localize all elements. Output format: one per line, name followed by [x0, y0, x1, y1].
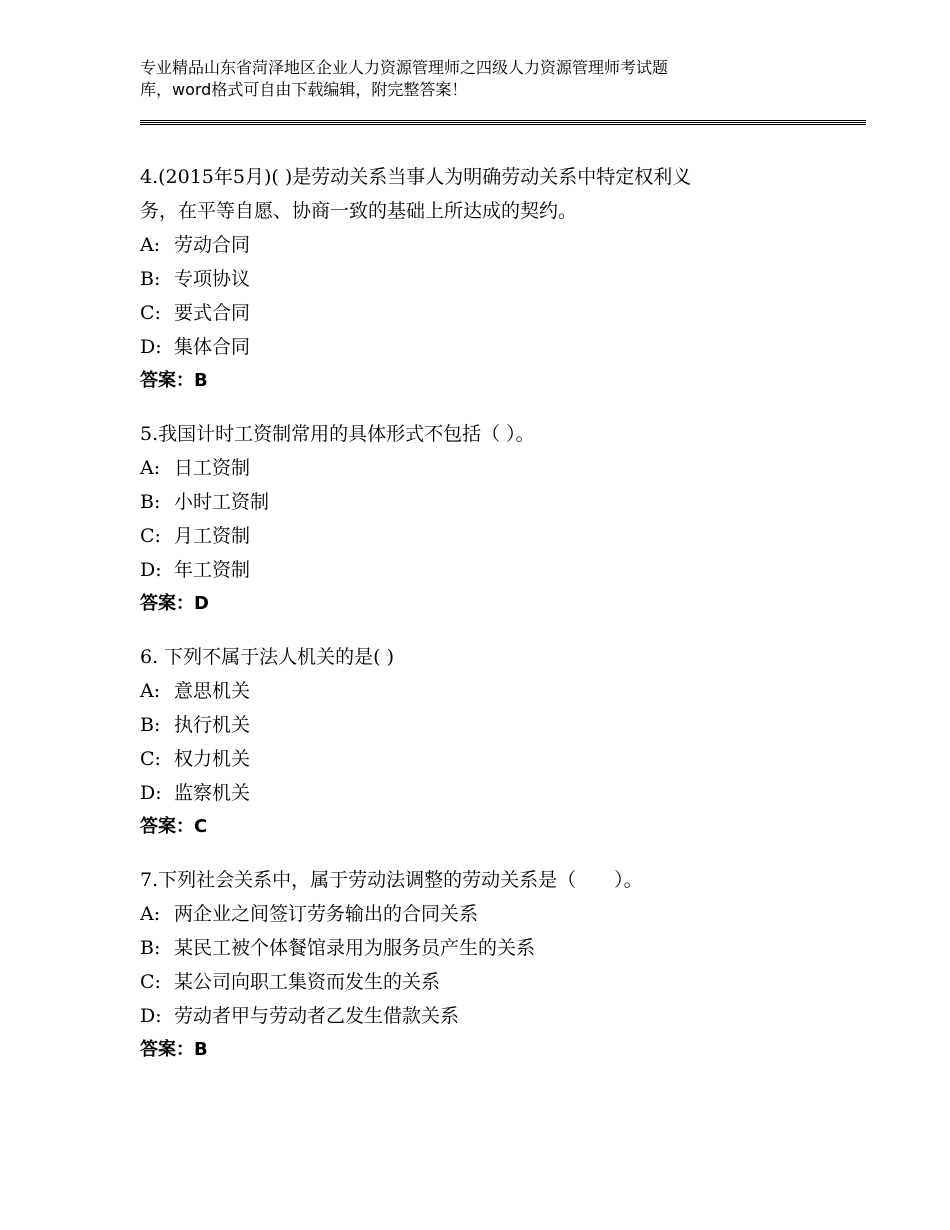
option-d [140, 999, 820, 1033]
question-stem [140, 640, 820, 674]
option-c [140, 965, 820, 999]
answer-line [140, 587, 820, 621]
option-letter: A: [140, 234, 161, 256]
option-text: 要式合同 [174, 302, 251, 324]
option-text: 日工资制 [174, 457, 251, 479]
answer-value: C [194, 816, 208, 837]
option-text: 意思机关 [174, 680, 251, 702]
option-a [140, 897, 820, 931]
option-text: 年工资制 [174, 559, 251, 581]
option-letter: C: [140, 748, 161, 770]
question-6 [140, 640, 820, 844]
question-4 [140, 160, 820, 398]
option-d [140, 553, 820, 587]
option-d [140, 330, 820, 364]
question-stem [140, 160, 820, 228]
option-text: 小时工资制 [174, 491, 270, 513]
option-b [140, 708, 820, 742]
answer-value: B [194, 370, 208, 391]
answer-label: 答案： [140, 816, 194, 837]
option-letter: D: [140, 336, 162, 358]
option-letter: B: [140, 268, 161, 290]
question-stem-line: 5.我国计时工资制常用的具体形式不包括（ ）。 [140, 423, 535, 445]
question-stem-line: 7.下列社会关系中，属于劳动法调整的劳动关系是（ ）。 [140, 869, 643, 891]
option-b [140, 485, 820, 519]
option-a [140, 674, 820, 708]
option-text: 月工资制 [174, 525, 251, 547]
question-stem [140, 417, 820, 451]
option-b [140, 262, 820, 296]
question-stem [140, 863, 820, 897]
option-letter: A: [140, 903, 161, 925]
option-text: 某公司向职工集资而发生的关系 [174, 971, 441, 993]
option-text: 监察机关 [174, 782, 251, 804]
question-stem-line: 6. 下列不属于法人机关的是( ) [140, 646, 395, 668]
option-c [140, 742, 820, 776]
header-divider-bottom [140, 124, 866, 125]
question-list [140, 160, 820, 1086]
question-7 [140, 863, 820, 1067]
header-title-line-1: 专业精品山东省菏泽地区企业人力资源管理师之四级人力资源管理师考试题 [140, 58, 669, 77]
answer-label: 答案： [140, 370, 194, 391]
option-c [140, 519, 820, 553]
question-stem-line: 务，在平等自愿、协商一致的基础上所达成的契约。 [140, 200, 578, 222]
option-b [140, 931, 820, 965]
header-title-line-2: 库，word格式可自由下载编辑，附完整答案！ [140, 80, 468, 99]
answer-label: 答案： [140, 1039, 194, 1060]
option-a [140, 451, 820, 485]
option-letter: C: [140, 525, 161, 547]
answer-label: 答案： [140, 593, 194, 614]
option-letter: A: [140, 680, 161, 702]
option-letter: A: [140, 457, 161, 479]
option-letter: C: [140, 302, 161, 324]
option-letter: D: [140, 1005, 162, 1027]
option-letter: B: [140, 491, 161, 513]
option-letter: D: [140, 559, 162, 581]
option-d [140, 776, 820, 810]
option-letter: C: [140, 971, 161, 993]
option-text: 集体合同 [174, 336, 251, 358]
question-stem-line: 4.(2015年5月)( )是劳动关系当事人为明确劳动关系中特定权利义 [140, 166, 692, 188]
option-text: 执行机关 [174, 714, 251, 736]
option-text: 专项协议 [174, 268, 251, 290]
option-text: 权力机关 [174, 748, 251, 770]
option-text: 某民工被个体餐馆录用为服务员产生的关系 [174, 937, 536, 959]
answer-line [140, 1033, 820, 1067]
option-text: 劳动者甲与劳动者乙发生借款关系 [174, 1005, 460, 1027]
answer-value: D [194, 593, 209, 614]
option-letter: D: [140, 782, 162, 804]
option-a [140, 228, 820, 262]
header-divider-middle [140, 122, 866, 123]
answer-value: B [194, 1039, 208, 1060]
option-text: 两企业之间签订劳务输出的合同关系 [174, 903, 479, 925]
answer-line [140, 810, 820, 844]
option-text: 劳动合同 [174, 234, 251, 256]
header-divider-top [140, 120, 866, 121]
option-letter: B: [140, 714, 161, 736]
option-letter: B: [140, 937, 161, 959]
question-5 [140, 417, 820, 621]
answer-line [140, 364, 820, 398]
option-c [140, 296, 820, 330]
document-header [140, 57, 780, 101]
